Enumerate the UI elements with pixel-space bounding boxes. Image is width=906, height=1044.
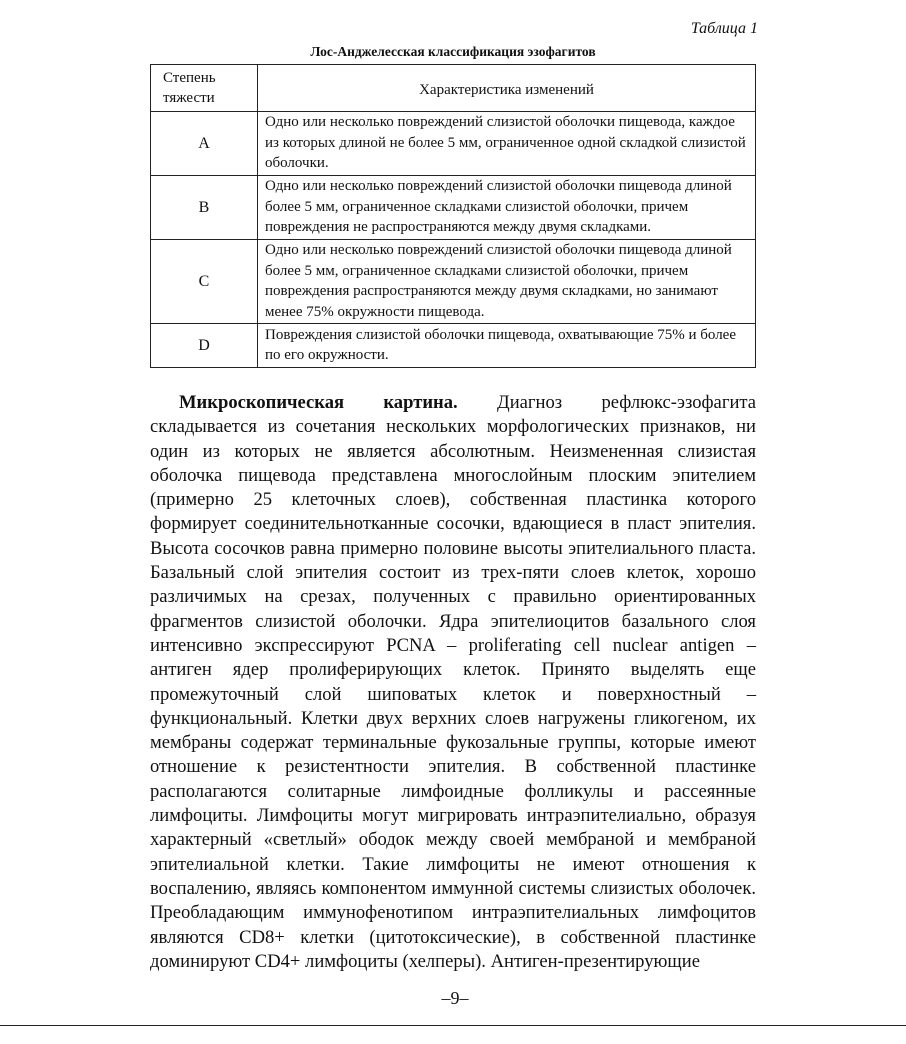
description-cell: Одно или несколько повреждений слизистой оболочки пищевода длиной более 5 мм, ограниченное складками слизистой оболочки, причем повреждения распространяются между двумя складками, но занимают менее 75% окружности пищевода.: [258, 240, 756, 324]
description-cell: Одно или несколько повреждений слизистой оболочки пищевода, каждое из которых длиной не более 5 мм, ограниченное одной складкой слизистой оболочки.: [258, 112, 756, 176]
body-paragraph: [150, 391, 756, 974]
table-title: Лос-Анджелесская классификация эзофагитов: [310, 44, 596, 59]
table-label: Таблица 1: [690, 20, 758, 37]
description-cell: Одно или несколько повреждений слизистой оболочки пищевода длиной более 5 мм, ограниченное складками слизистой оболочки, причем повреждения не распространяются между двумя складками.: [258, 176, 756, 240]
page-number: –9–: [441, 988, 469, 1008]
header-grade: Степень тяжести: [151, 65, 258, 112]
grade-cell: B: [151, 176, 258, 240]
table-row: [151, 176, 756, 240]
table-row: [151, 240, 756, 324]
table-header-row: [151, 65, 756, 112]
table-row: [151, 112, 756, 176]
classification-table: [150, 64, 756, 368]
table-row: [151, 324, 756, 368]
section-heading: Микроскопическая картина.: [179, 392, 458, 413]
header-description: Характеристика изменений: [258, 65, 756, 112]
bottom-rule: [0, 1025, 906, 1026]
grade-cell: D: [151, 324, 258, 368]
paragraph-text: Диагноз рефлюкс-эзофагита складывается из сочетания нескольких морфологических признаков, ни один из которых не является абсолютным. Неизмененная слизистая оболочка пищевода представлена многослойным плоским эпителием (примерно 25 клеточных слоев), собственная пластинка которого формирует соединительнотканные сосочки, вдающиеся в пласт эпителия. Высота сосочков равна примерно половине высоты эпителиального пласта. Базальный слой эпителия состоит из трех-пяти слоев клеток, хорошо различимых на срезах, полученных с правильно ориентированных фрагментов слизистой оболочки. Ядра эпителиоцитов базального слоя интенсивно экспрессируют PCNA – proliferating cell nuclear antigen – антиген ядер пролиферирующих клеток. Принято выделять еще промежуточный слой шиповатых клеток и поверхностный – функциональный. Клетки двух верхних слоев нагружены гликогеном, их мембраны содержат терминальные фукозальные группы, которые имеют отношение к резистентности эпителия. В собственной пластинке располагаются солитарные лимфоидные фолликулы и рассеянные лимфоциты. Лимфоциты могут мигрировать интраэпителиально, образуя характерный «светлый» ободок между своей мембраной и мембраной эпителиальной клетки. Такие лимфоциты не имеют отношения к воспалению, являясь компонентом иммунной системы слизистых оболочек. Преобладающим иммунофенотипом интраэпителиальных лимфоцитов являются CD8+ клетки (цитотоксические), в собственной пластинке доминируют CD4+ лимфоциты (хелперы). Антиген-презентирующие: [150, 392, 756, 972]
description-cell: Повреждения слизистой оболочки пищевода, охватывающие 75% и более по его окружности.: [258, 324, 756, 368]
grade-cell: C: [151, 240, 258, 324]
grade-cell: A: [151, 112, 258, 176]
